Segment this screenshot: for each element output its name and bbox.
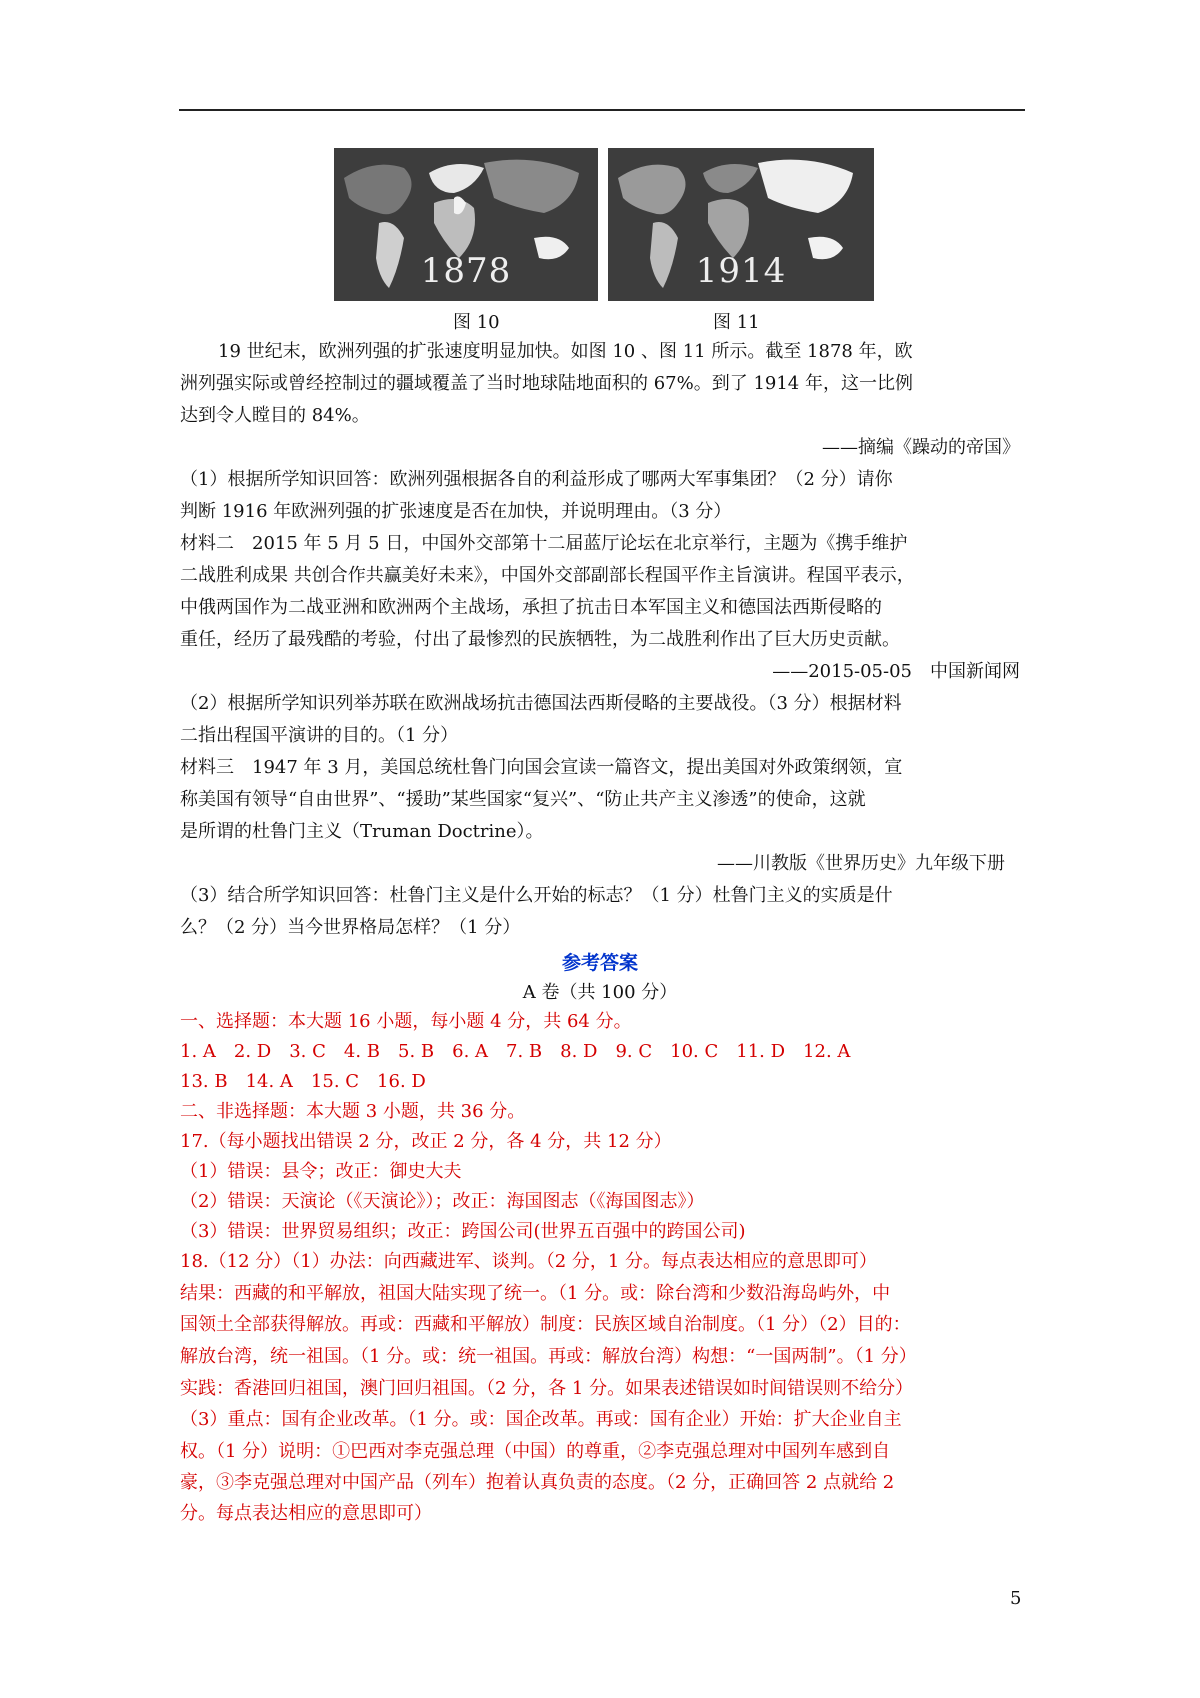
answers-subtitle: A 卷（共 100 分） [522, 982, 678, 1003]
question3-line: （3）结合所学知识回答：杜鲁门主义是什么开始的标志？（1 分）杜鲁门主义的实质是什 [180, 885, 893, 906]
answer-line: 分。每点表达相应的意思即可） [180, 1503, 432, 1524]
page-number: 5 [1010, 1588, 1022, 1609]
material2-line: 材料二 2015 年 5 月 5 日，中国外交部第十二届蓝厅论坛在北京举行，主题为《携手维护 [180, 533, 908, 554]
answer-line: 权。（1 分）说明：①巴西对李克强总理（中国）的尊重，②李克强总理对中国列车感到自 [180, 1441, 891, 1462]
material3-line: 是所谓的杜鲁门主义（Truman Doctrine）。 [180, 821, 544, 842]
map-1914-year-label: 1914 [695, 251, 787, 291]
figure-11-caption: 图 11 [713, 312, 760, 333]
answer-line: （2）错误：天演论（《天演论》）；改正：海国图志（《海国图志》） [180, 1191, 705, 1212]
answers-title: 参考答案 [561, 952, 638, 974]
answer-line: 二、非选择题：本大题 3 小题，共 36 分。 [180, 1101, 526, 1122]
answer-line: 18.（12 分）（1）办法：向西藏进军、谈判。（2 分，1 分。每点表达相应的意思即可） [180, 1251, 878, 1272]
question2-line: （2）根据所学知识列举苏联在欧洲战场抗击德国法西斯侵略的主要战役。（3 分）根据材料 [180, 693, 902, 714]
material1-line: 洲列强实际或曾经控制过的疆域覆盖了当时地球陆地面积的 67%。到了 1914 年，这一比例 [180, 373, 913, 394]
material2-source: ——2015-05-05 中国新闻网 [772, 661, 1020, 682]
material2-line: 中俄两国作为二战亚洲和欧洲两个主战场，承担了抗击日本军国主义和德国法西斯侵略的 [180, 597, 882, 618]
material1-line: 达到令人瞠目的 84%。 [180, 405, 370, 426]
answer-line: 实践：香港回归祖国，澳门回归祖国。（2 分，各 1 分。如果表述错误如时间错误则不给分） [180, 1378, 914, 1399]
answer-line: 解放台湾，统一祖国。（1 分。或：统一祖国。再或：解放台湾）构想：“一国两制”。（1 分） [180, 1346, 917, 1367]
material1-line: 19 世纪末，欧洲列强的扩张速度明显加快。如图 10 、图 11 所示。截至 1878 年，欧 [218, 341, 913, 362]
material2-line: 重任，经历了最残酷的考验，付出了最惨烈的民族牺牲，为二战胜利作出了巨大历史贡献。 [180, 629, 900, 650]
answer-line: （3）重点：国有企业改革。（1 分。或：国企改革。再或：国有企业）开始：扩大企业自主 [180, 1409, 902, 1430]
map-1878-year-label: 1878 [420, 251, 512, 291]
material3-source: ——川教版《世界历史》九年级下册 [717, 853, 1005, 874]
map-1878-figure [334, 148, 598, 301]
answer-line: 13. B 14. A 15. C 16. D [180, 1071, 426, 1092]
question3-line: 么？（2 分）当今世界格局怎样？（1 分） [180, 917, 521, 938]
answer-line: 一、选择题：本大题 16 小题，每小题 4 分，共 64 分。 [180, 1011, 632, 1032]
answer-line: 豪，③李克强总理对中国产品（列车）抱着认真负责的态度。（2 分，正确回答 2 点就给 2 [180, 1472, 895, 1493]
material2-line: 二战胜利成果 共创合作共赢美好未来》，中国外交部副部长程国平作主旨演讲。程国平表示， [180, 565, 915, 586]
answer-line: 国领土全部获得解放。再或：西藏和平解放）制度：民族区域自治制度。（1 分）（2）目的： [180, 1314, 911, 1335]
material3-line: 称美国有领导“自由世界”、“援助”某些国家“复兴”、“防止共产主义渗透”的使命，这就 [180, 789, 866, 810]
question2-line: 二指出程国平演讲的目的。（1 分） [180, 725, 459, 746]
figure-10-caption: 图 10 [453, 312, 500, 333]
answer-line: （1）错误：县令；改正：御史大夫 [180, 1161, 462, 1182]
material3-line: 材料三 1947 年 3 月，美国总统杜鲁门向国会宣读一篇咨文，提出美国对外政策纲领，宣 [180, 757, 903, 778]
question1-line: 判断 1916 年欧洲列强的扩张速度是否在加快，并说明理由。（3 分） [180, 501, 732, 522]
answer-line: 17.（每小题找出错误 2 分，改正 2 分，各 4 分，共 12 分） [180, 1131, 672, 1152]
answer-line: 1. A 2. D 3. C 4. B 5. B 6. A 7. B 8. D 9. C 10. C 11. D 12. A [180, 1041, 851, 1062]
material1-source: ——摘编《躁动的帝国》 [822, 437, 1020, 458]
map-1914-figure [608, 148, 874, 301]
answer-line: （3）错误：世界贸易组织；改正：跨国公司(世界五百强中的跨国公司) [180, 1221, 746, 1242]
answer-line: 结果：西藏的和平解放，祖国大陆实现了统一。（1 分。或：除台湾和少数沿海岛屿外，中 [180, 1283, 891, 1304]
question1-line: （1）根据所学知识回答：欧洲列强根据各自的利益形成了哪两大军事集团？（2 分）请你 [180, 469, 893, 490]
header-rule [179, 109, 1025, 111]
